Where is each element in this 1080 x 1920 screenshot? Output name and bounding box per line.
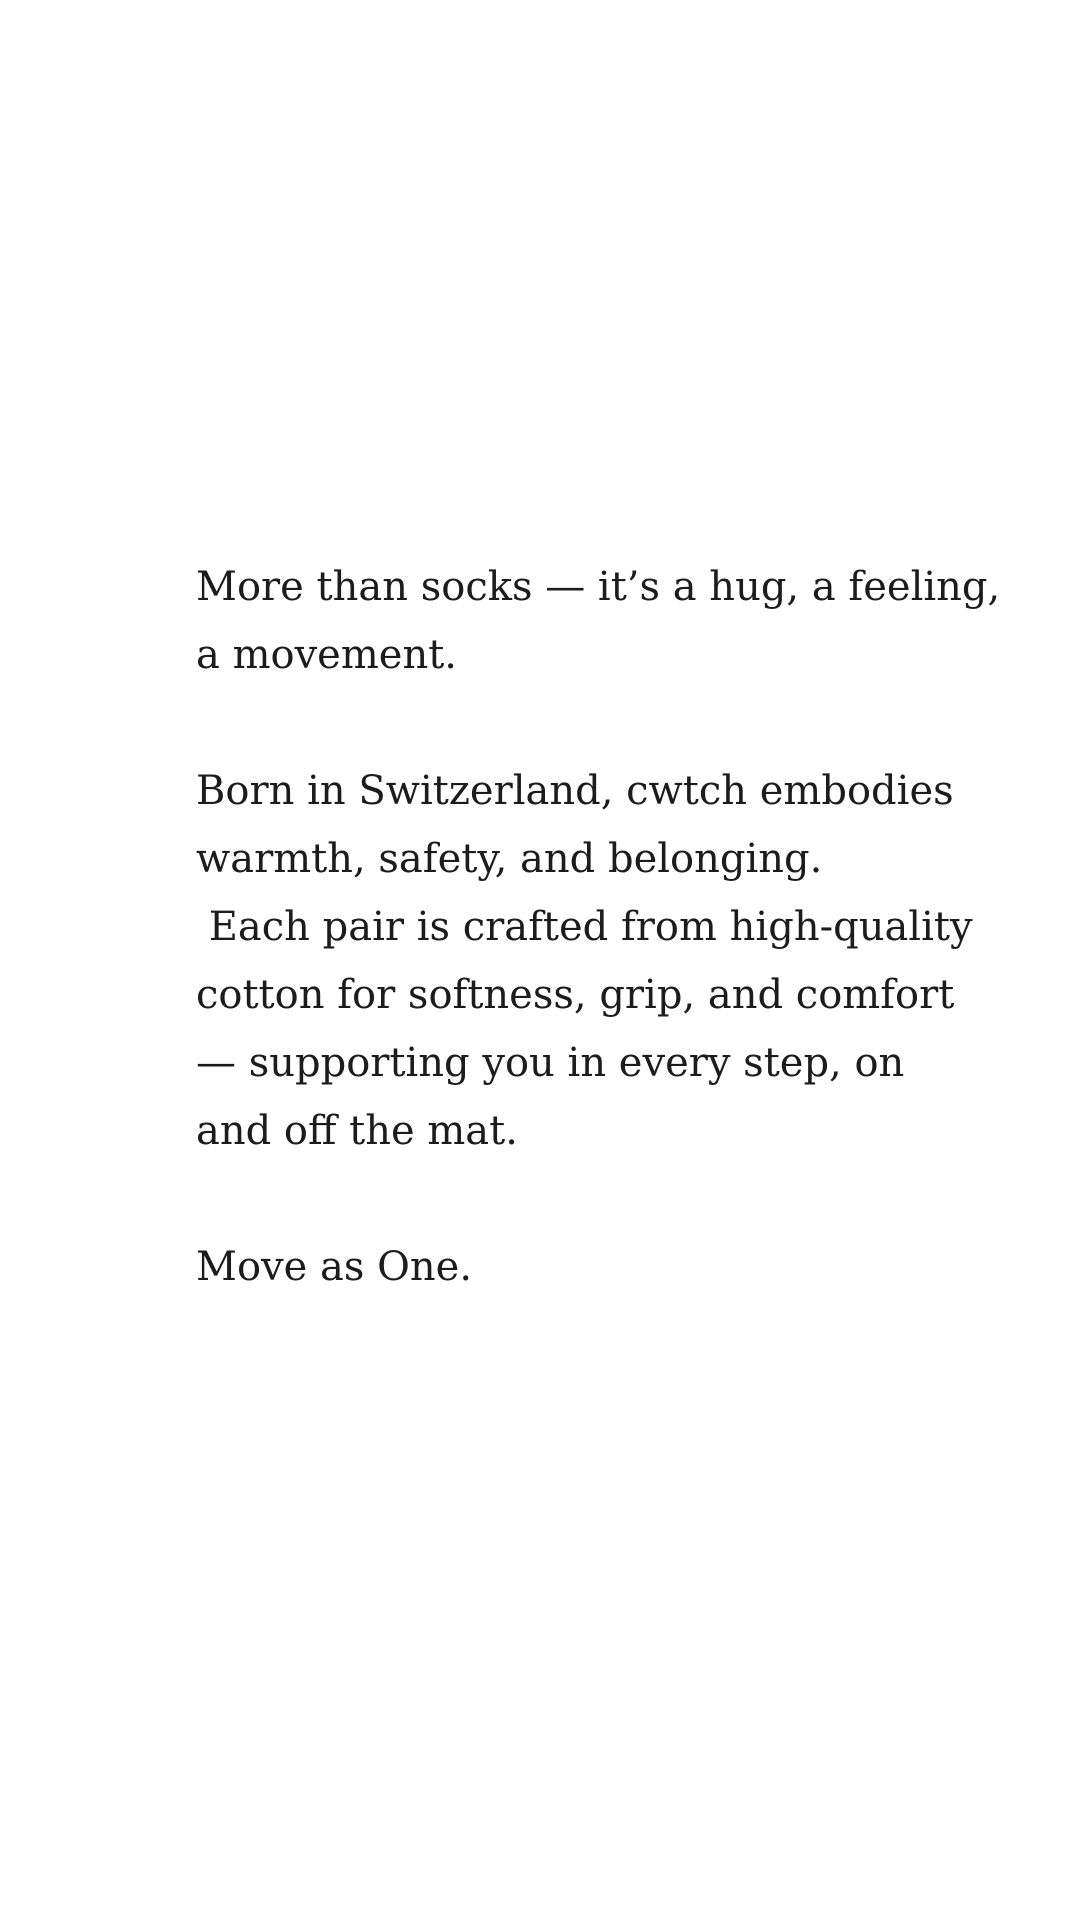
intro-paragraph [196,553,1001,689]
story-line: warmth, safety, and belonging. [196,836,823,882]
story-line: — supporting you in every step, on [196,1040,905,1086]
brand-story-text [196,553,1001,1301]
story-line: and off the mat. [196,1108,518,1154]
tagline-paragraph [196,1233,916,1301]
story-line: cotton for softness, grip, and comfort [196,972,955,1018]
paragraph-spacer [196,1165,916,1233]
story-line: Born in Switzerland, cwtch embodies [196,768,954,814]
intro-line: More than socks — it’s a hug, a feeling, [196,564,1001,610]
story-paragraph [196,757,973,1165]
intro-line: a movement. [196,632,457,678]
paragraph-spacer [196,689,916,757]
story-line: Each pair is crafted from high-quality [196,904,973,950]
tagline-text: Move as One. [196,1244,473,1290]
